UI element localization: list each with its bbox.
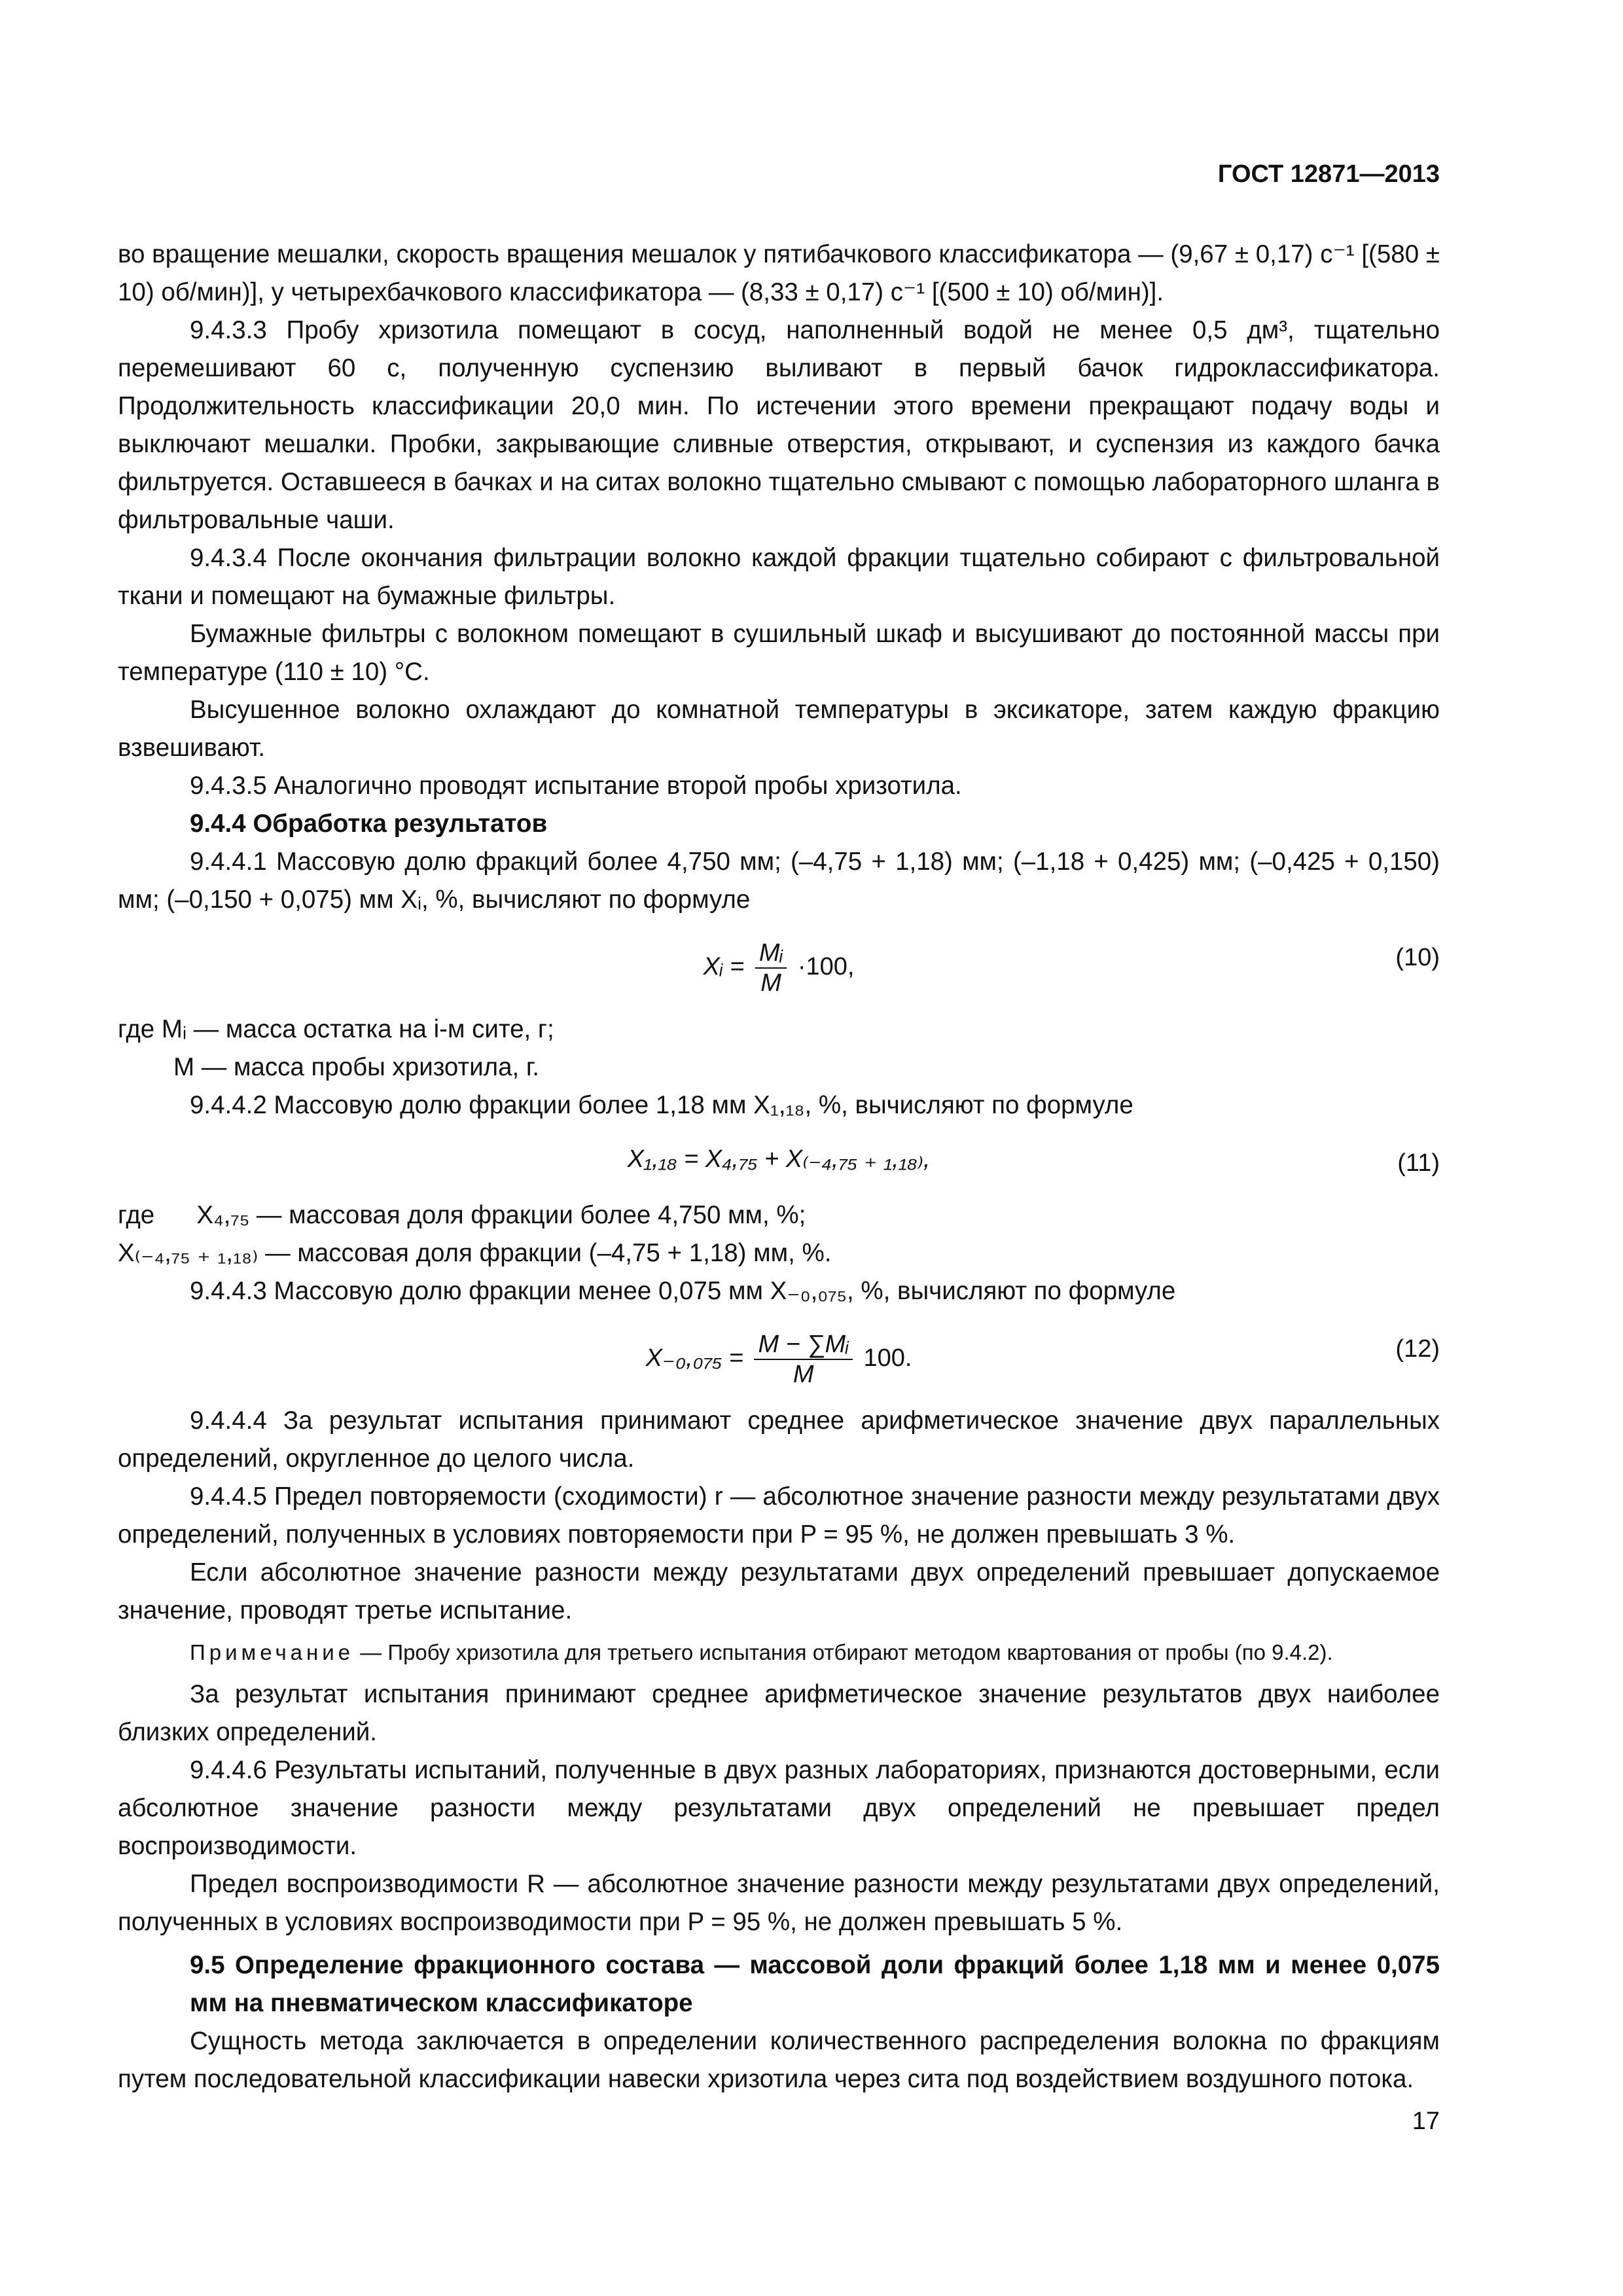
where-11-a: где X₄,₇₅ — массовая доля фракции более 4,750 мм, %; xyxy=(118,1201,806,1229)
formula-12-fraction xyxy=(754,1330,852,1389)
paragraph-closest-results: За результат испытания принимают среднее арифметическое значение результатов двух наиболее близких определений. xyxy=(118,1680,1440,1746)
where-10-a: где Mᵢ — масса остатка на i-м сите, г; xyxy=(118,1015,554,1043)
formula-11-number: (11) xyxy=(1397,1149,1440,1177)
paragraph-third-test: Если абсолютное значение разности между результатами двух определений превышает допускаемое значение, проводят третье испытание. xyxy=(118,1558,1440,1624)
paragraph-9-4-4-6: 9.4.4.6 Результаты испытаний, полученные в двух разных лабораториях, признаются достоверными, если абсолютное значение разности между результатами двух определений не превышает предел воспроизводимости. xyxy=(118,1756,1440,1860)
formula-12-number: (12) xyxy=(1395,1335,1440,1363)
heading-9-4-4: 9.4.4 Обработка результатов xyxy=(190,810,548,838)
paragraph-9-4-3-3: 9.4.3.3 Пробу хризотила помещают в сосуд, наполненный водой не менее 0,5 дм³, тщательно перемешивают 60 с, полученную суспензию выливают в первый бачок гидроклассификатора. Продолжительность классификации 20,0 мин. По истечении этого времени прекращают подачу воды и выключают мешалки. Пробки, закрывающие сливные отверстия, открывают, и суспензия из каждого бачка фильтруется. Оставшееся в бачках и на ситах волокно тщательно смывают с помощью лабораторного шланга в фильтровальные чаши. xyxy=(118,316,1440,534)
formula-12-lhs: X₋₀,₀₇₅ = xyxy=(645,1344,743,1372)
formula-10-fraction xyxy=(755,939,787,997)
formula-12-numerator: M − ∑Mᵢ xyxy=(754,1330,852,1360)
paragraph-9-4-3-4: 9.4.3.4 После окончания фильтрации волокно каждой фракции тщательно собирают с фильтровальной ткани и помещают на бумажные фильтры. xyxy=(118,544,1440,610)
paragraph-9-5-essence: Сущность метода заключается в определении количественного распределения волокна по фракциям путем последовательной классификации навески хризотила через сита под воздействием воздушного потока. xyxy=(118,2027,1440,2093)
formula-12-denominator: M xyxy=(793,1361,814,1388)
paragraph-9-4-4-3: 9.4.4.3 Массовую долю фракции менее 0,075 мм X₋₀,₀₇₅, %, вычисляют по формуле xyxy=(190,1277,1176,1305)
note xyxy=(118,1636,1440,1669)
formula-10-lhs: Xᵢ = xyxy=(703,953,745,981)
paragraph-drying: Бумажные фильтры с волокном помещают в сушильный шкаф и высушивают до постоянной массы при температуре (110 ± 10) °С. xyxy=(118,620,1440,686)
paragraph-cooling: Высушенное волокно охлаждают до комнатной температуры в эксикаторе, затем каждую фракцию взвешивают. xyxy=(118,696,1440,762)
formula-10-rhs: ·100, xyxy=(797,953,855,981)
paragraph-9-4-4-4: 9.4.4.4 За результат испытания принимают среднее арифметическое значение двух параллельных определений, округленное до целого числа. xyxy=(118,1407,1440,1473)
document-id-header: ГОСТ 12871—2013 xyxy=(1217,160,1440,188)
formula-10 xyxy=(118,919,1440,1011)
paragraph-9-4-4-5: 9.4.4.5 Предел повторяемости (сходимости) r — абсолютное значение разности между результатами двух определений, полученных в условиях повторяемости при P = 95 %, не должен превышать 3 %. xyxy=(118,1482,1440,1549)
formula-12 xyxy=(118,1310,1440,1402)
paragraph-9-4-3-5: 9.4.3.5 Аналогично проводят испытание второй пробы хризотила. xyxy=(190,772,962,800)
where-11-b: X₍₋₄,₇₅ ₊ ₁,₁₈₎ — массовая доля фракции (–4,75 + 1,18) мм, %. xyxy=(118,1239,832,1267)
formula-11 xyxy=(118,1124,1440,1196)
note-text: — Пробу хризотила для третьего испытания отбирают методом квартования от пробы (по 9.4.2). xyxy=(354,1640,1333,1664)
paragraph-9-4-4-1: 9.4.4.1 Массовую долю фракций более 4,750 мм; (–4,75 + 1,18) мм; (–1,18 + 0,425) мм; (–0,425 + 0,150) мм; (–0,150 + 0,075) мм Xᵢ, %, вычисляют по формуле xyxy=(118,848,1440,914)
where-10-b: M — масса пробы хризотила, г. xyxy=(173,1053,539,1081)
formula-10-denominator: M xyxy=(760,969,781,997)
page-body xyxy=(118,236,1440,2098)
note-label: Примечание xyxy=(190,1640,355,1664)
formula-10-number: (10) xyxy=(1395,944,1440,971)
paragraph-9-4-4-2: 9.4.4.2 Массовую долю фракции более 1,18 мм X₁,₁₈, %, вычисляют по формуле xyxy=(190,1091,1133,1119)
page-number: 17 xyxy=(1412,2108,1440,2135)
formula-10-numerator: Mᵢ xyxy=(755,939,787,969)
formula-11-equation: X₁,₁₈ = X₄,₇₅ + X₍₋₄,₇₅ ₊ ₁,₁₈₎, xyxy=(627,1145,931,1173)
paragraph-reproducibility: Предел воспроизводимости R — абсолютное значение разности между результатами двух определений, полученных в условиях воспроизводимости при P = 95 %, не должен превышать 5 %. xyxy=(118,1870,1440,1936)
paragraph-continuation: во вращение мешалки, скорость вращения мешалок у пятибачкового классификатора — (9,67 ± 0,17) с⁻¹ [(580 ± 10) об/мин)], у четырехбачкового классификатора — (8,33 ± 0,17) с⁻¹ [(500 ± 10) об/мин)]. xyxy=(118,240,1440,306)
heading-9-5: 9.5 Определение фракционного состава — массовой доли фракций более 1,18 мм и менее 0,075 мм на пневматическом классификаторе xyxy=(190,1951,1440,2017)
formula-12-rhs: 100. xyxy=(863,1344,912,1372)
